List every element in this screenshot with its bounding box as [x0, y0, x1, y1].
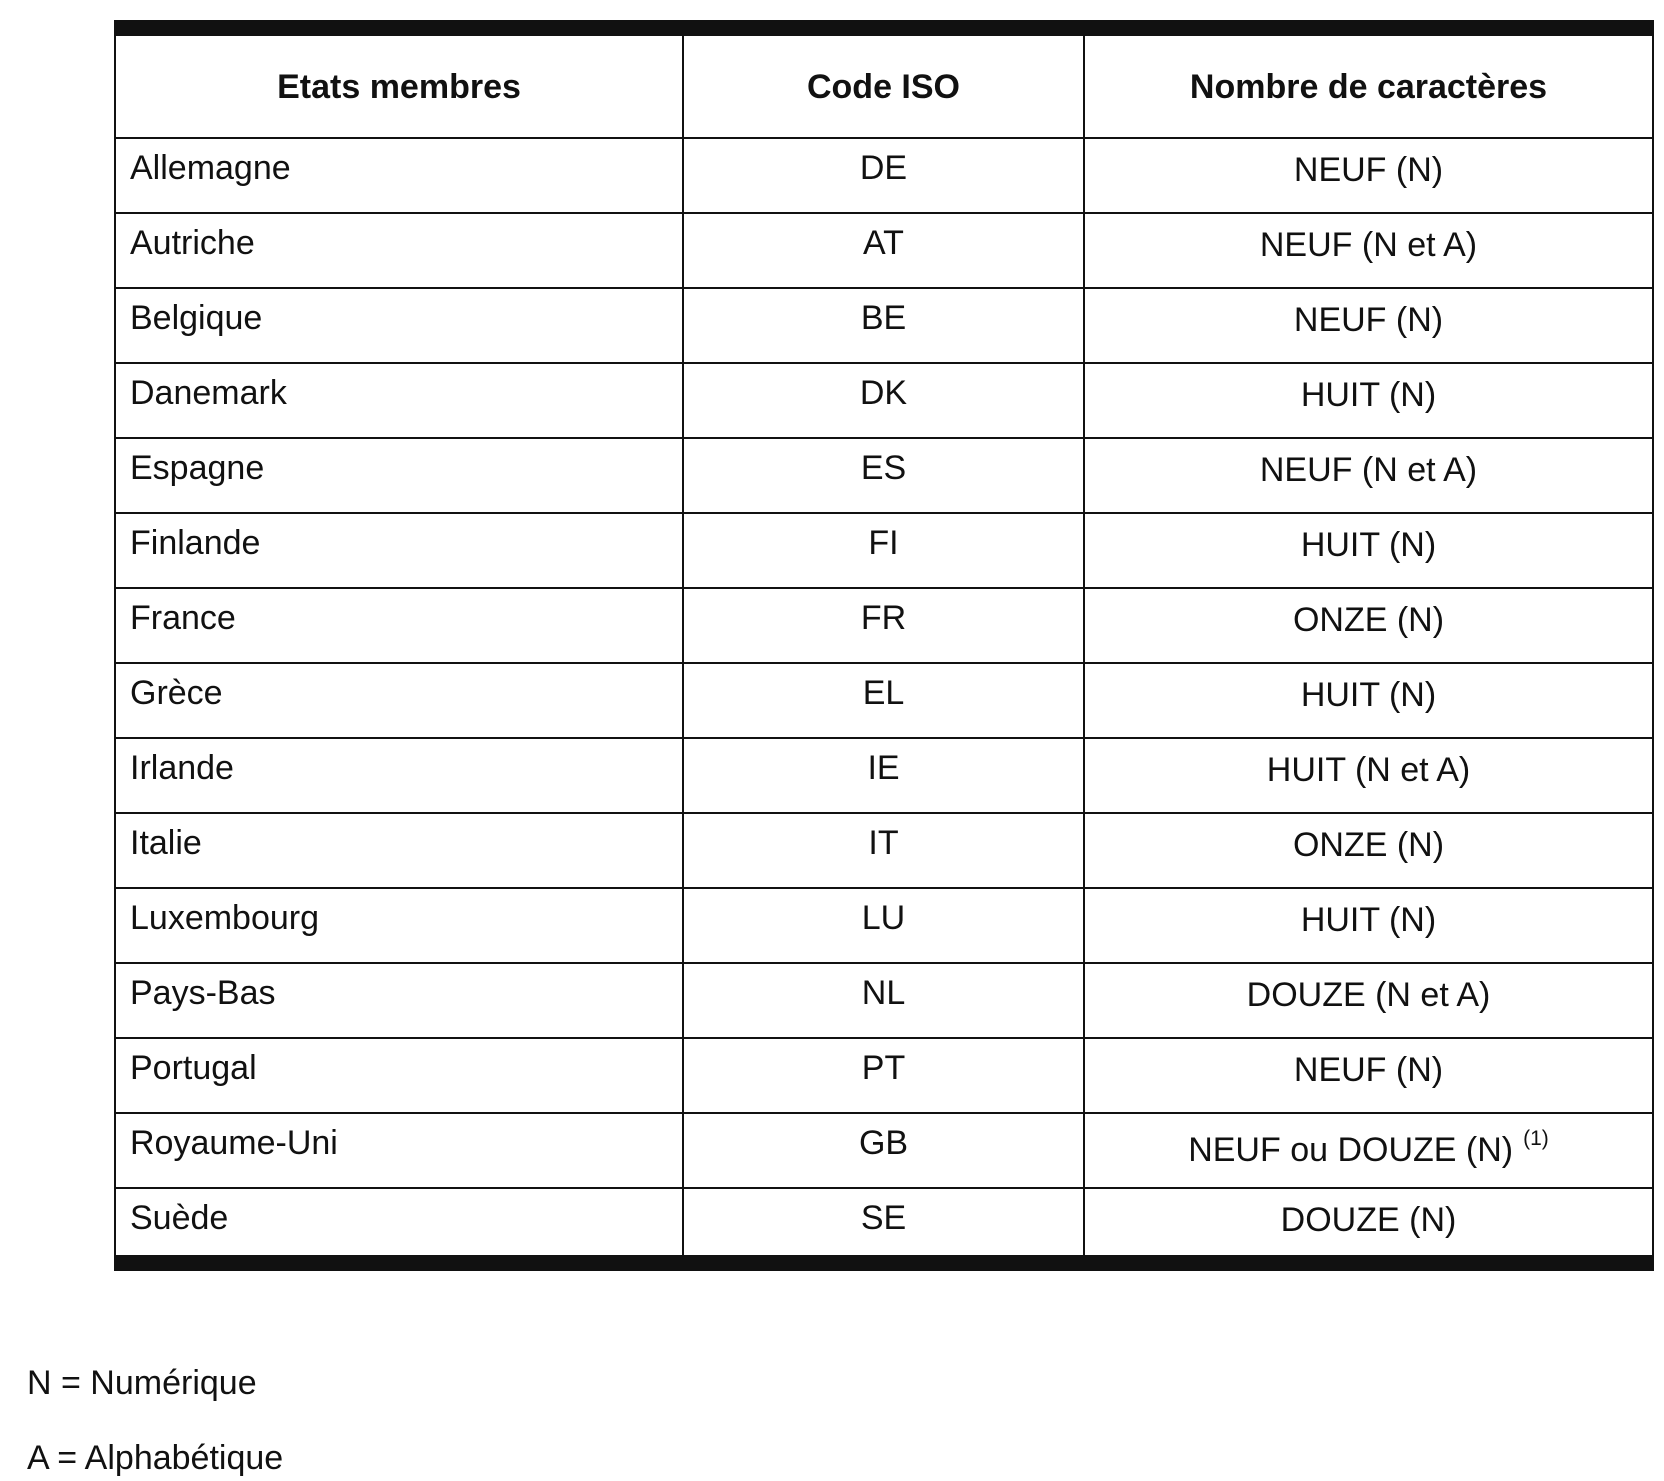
cell-character-count: [1084, 288, 1653, 363]
cell-character-count: [1084, 138, 1653, 213]
table-row: [115, 663, 1653, 738]
character-count-text: HUIT (N): [1300, 376, 1437, 414]
cell-iso-code: NL: [683, 963, 1084, 1038]
character-count-text: DOUZE (N): [1280, 1201, 1457, 1239]
table-row: [115, 1188, 1653, 1263]
cell-state: Irlande: [115, 738, 683, 813]
cell-state: Allemagne: [115, 138, 683, 213]
table-row: [115, 1038, 1653, 1113]
table-row: [115, 438, 1653, 513]
cell-character-count: [1084, 363, 1653, 438]
character-count-text: DOUZE (N et A): [1246, 976, 1491, 1014]
cell-state: Suède: [115, 1188, 683, 1263]
cell-state: Portugal: [115, 1038, 683, 1113]
character-count-text: HUIT (N): [1300, 526, 1437, 564]
cell-character-count: [1084, 963, 1653, 1038]
cell-iso-code: SE: [683, 1188, 1084, 1263]
cell-iso-code: DE: [683, 138, 1084, 213]
header-code-iso: Code ISO: [683, 28, 1084, 138]
header-nombre-caracteres: Nombre de caractères: [1084, 28, 1653, 138]
cell-iso-code: ES: [683, 438, 1084, 513]
cell-iso-code: FR: [683, 588, 1084, 663]
character-count-text: HUIT (N et A): [1266, 751, 1471, 789]
table-header-row: [115, 28, 1653, 138]
table-row: [115, 213, 1653, 288]
cell-iso-code: LU: [683, 888, 1084, 963]
table-row: [115, 588, 1653, 663]
cell-iso-code: GB: [683, 1113, 1084, 1188]
character-count-text: NEUF (N): [1293, 1051, 1444, 1089]
table-row: [115, 513, 1653, 588]
footnote-marker: (1): [1523, 1127, 1549, 1150]
character-count-text: HUIT (N): [1300, 901, 1437, 939]
table-body: [115, 138, 1653, 1263]
character-count-text: NEUF ou DOUZE (N): [1188, 1131, 1514, 1169]
character-count-text: ONZE (N): [1292, 826, 1445, 864]
cell-character-count: [1084, 738, 1653, 813]
legend-numeric: N = Numérique: [27, 1364, 257, 1402]
table-row: [115, 888, 1653, 963]
cell-state: Pays-Bas: [115, 963, 683, 1038]
table-row: [115, 738, 1653, 813]
table-row: [115, 288, 1653, 363]
cell-state: Belgique: [115, 288, 683, 363]
cell-character-count: [1084, 1038, 1653, 1113]
cell-state: Autriche: [115, 213, 683, 288]
character-count-text: HUIT (N): [1300, 676, 1437, 714]
cell-character-count: [1084, 588, 1653, 663]
cell-state: France: [115, 588, 683, 663]
table-row: [115, 138, 1653, 213]
cell-iso-code: AT: [683, 213, 1084, 288]
cell-state: Finlande: [115, 513, 683, 588]
legend-alphabetic: A = Alphabétique: [27, 1439, 284, 1477]
cell-iso-code: IT: [683, 813, 1084, 888]
header-etats-membres: Etats membres: [115, 28, 683, 138]
cell-character-count: [1084, 1188, 1653, 1263]
cell-iso-code: EL: [683, 663, 1084, 738]
cell-iso-code: IE: [683, 738, 1084, 813]
cell-iso-code: FI: [683, 513, 1084, 588]
cell-state: Espagne: [115, 438, 683, 513]
character-count-text: NEUF (N et A): [1259, 226, 1478, 264]
cell-state: Luxembourg: [115, 888, 683, 963]
cell-iso-code: DK: [683, 363, 1084, 438]
cell-character-count: [1084, 438, 1653, 513]
table-row: [115, 963, 1653, 1038]
cell-state: Danemark: [115, 363, 683, 438]
character-count-text: NEUF (N): [1293, 151, 1444, 189]
cell-state: Italie: [115, 813, 683, 888]
table-row: [115, 363, 1653, 438]
character-count-text: ONZE (N): [1292, 601, 1445, 639]
cell-iso-code: PT: [683, 1038, 1084, 1113]
table-row: [115, 1113, 1653, 1188]
cell-character-count: [1084, 813, 1653, 888]
cell-character-count: [1084, 888, 1653, 963]
character-count-text: NEUF (N): [1293, 301, 1444, 339]
cell-character-count: [1084, 213, 1653, 288]
member-states-table: [114, 20, 1654, 1271]
cell-iso-code: BE: [683, 288, 1084, 363]
cell-state: Royaume-Uni: [115, 1113, 683, 1188]
cell-character-count: [1084, 513, 1653, 588]
cell-state: Grèce: [115, 663, 683, 738]
cell-character-count: [1084, 1113, 1653, 1188]
character-count-text: NEUF (N et A): [1259, 451, 1478, 489]
cell-character-count: [1084, 663, 1653, 738]
table-row: [115, 813, 1653, 888]
